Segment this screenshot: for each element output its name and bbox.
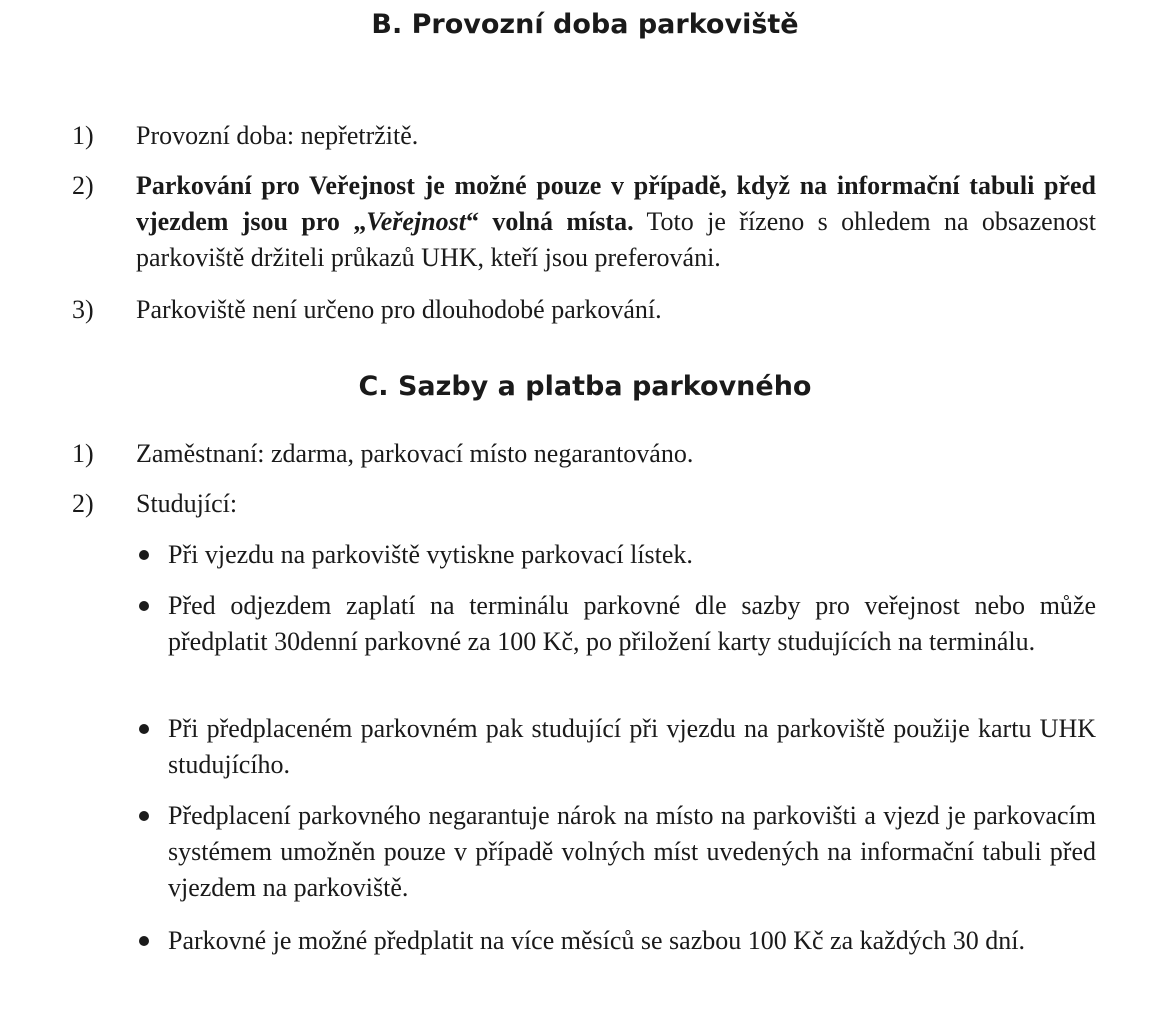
item-text: Parkoviště není určeno pro dlouhodobé parkování.	[136, 295, 662, 324]
item-number: 3)	[72, 295, 94, 324]
item-number: 2)	[72, 489, 94, 518]
bullet-icon	[139, 936, 149, 946]
bold-text: Parkování pro Veřejnost je možné pouze v případě, když na informační tabuli před vjezdem jsou pro „	[136, 171, 1096, 236]
bold-italic-text: Veřejnost	[366, 207, 466, 236]
item-text: Studující:	[136, 489, 238, 518]
regular-text: Toto je řízeno s ohledem na obsazenost parkoviště držiteli průkazů UHK, kteří jsou preferováni.	[136, 207, 1097, 272]
bullet-text: Parkovné je možné předplatit na více měsíců se sazbou 100 Kč za každých 30 dní.	[168, 926, 1025, 955]
item-number: 2)	[72, 171, 94, 200]
bullet-icon	[139, 724, 149, 734]
item-text	[136, 168, 1096, 276]
bullet-icon	[139, 811, 149, 821]
bullet-text: Před odjezdem zaplatí na terminálu parkovné dle sazby pro veřejnost nebo může předplatit 30denní parkovné za 100 Kč, po přiložení karty studujících na terminálu.	[168, 591, 1096, 656]
bullet-text: Při předplaceném parkovném pak studující při vjezdu na parkoviště použije kartu UHK studujícího.	[168, 714, 1096, 779]
item-number: 1)	[72, 121, 94, 150]
section-b-title: B. Provozní doba parkoviště	[371, 9, 799, 40]
bullet-icon	[139, 550, 149, 560]
item-text: Provozní doba: nepřetržitě.	[136, 121, 419, 150]
item-number: 1)	[72, 439, 94, 468]
bullet-icon	[139, 601, 149, 611]
bullet-text: Předplacení parkovného negarantuje nárok na místo na parkovišti a vjezd je parkovacím systémem umožněn pouze v případě volných míst uvedených na informační tabuli před vjezdem na parkoviště.	[168, 801, 1096, 902]
section-c-title: C. Sazby a platba parkovného	[358, 371, 812, 402]
bullet-text: Při vjezdu na parkoviště vytiskne parkovací lístek.	[168, 540, 693, 569]
item-text: Zaměstnaní: zdarma, parkovací místo negarantováno.	[136, 439, 694, 468]
bold-text: “ volná místa.	[465, 207, 634, 236]
